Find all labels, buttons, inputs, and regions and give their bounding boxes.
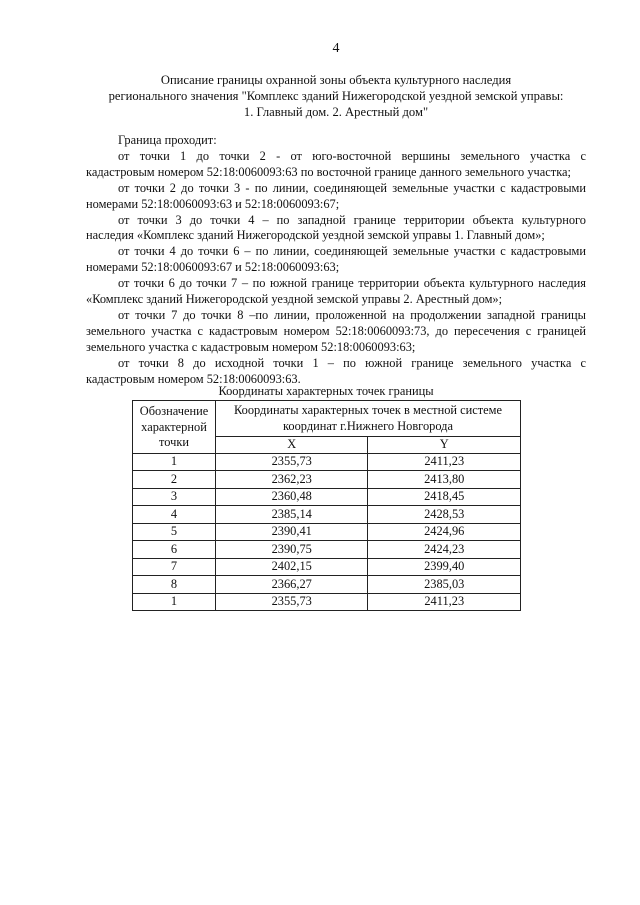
coordinates-table	[132, 400, 521, 611]
title-line: регионального значения "Комплекс зданий Нижегородской уездной земской управы:	[108, 89, 564, 103]
cell-x: 2362,23	[216, 471, 368, 489]
header-coords: Координаты характерных точек в местной системе координат г.Нижнего Новгорода	[216, 401, 521, 437]
paragraph	[86, 149, 586, 181]
paragraph	[86, 356, 586, 388]
text-line: от точки 6 до точки 7 – по южной границе территории объекта культурного наследия	[118, 276, 586, 291]
cell-y: 2411,23	[368, 593, 521, 611]
title-line: 1. Главный дом. 2. Арестный дом"	[243, 105, 429, 119]
text-line: от точки 3 до точки 4 – по западной границе территории объекта культурного	[118, 212, 586, 227]
table-row	[133, 506, 521, 524]
paragraph	[86, 244, 586, 276]
cell-y: 2424,96	[368, 523, 521, 541]
cell-y: 2418,45	[368, 488, 521, 506]
paragraph	[86, 276, 586, 308]
cell-x: 2366,27	[216, 576, 368, 594]
boundary-description	[86, 133, 586, 388]
table-row	[133, 488, 521, 506]
text-line: кадастровым номером 52:18:0060093:63.	[86, 371, 301, 386]
text-line: земельного участка с кадастровым номером 52:18:0060093:73, до пересечения с границей	[86, 323, 586, 338]
text-line: наследия «Комплекс зданий Нижегородской уездной земской управы 1. Главный дом»;	[86, 228, 545, 243]
cell-y: 2399,40	[368, 558, 521, 576]
text-line: от точки 2 до точки 3 - по линии, соединяющей земельные участки с кадастровыми	[118, 180, 586, 195]
cell-point: 1	[133, 453, 216, 471]
text-line: номерами 52:18:0060093:63 и 52:18:0060093:67;	[86, 196, 340, 211]
header-y: Y	[368, 437, 521, 454]
text-line: от точки 8 до исходной точки 1 – по южной границе земельного участка с	[118, 355, 586, 370]
table-caption: Координаты характерных точек границы	[218, 384, 434, 398]
cell-x: 2390,41	[216, 523, 368, 541]
title-line: Описание границы охранной зоны объекта культурного наследия	[160, 73, 512, 87]
cell-y: 2413,80	[368, 471, 521, 489]
cell-point: 7	[133, 558, 216, 576]
header-x: X	[216, 437, 368, 454]
cell-y: 2428,53	[368, 506, 521, 524]
text-line: «Комплекс зданий Нижегородской уездной земской управы 2. Арестный дом»;	[86, 292, 503, 307]
cell-y: 2385,03	[368, 576, 521, 594]
table-row	[133, 523, 521, 541]
table-row	[133, 453, 521, 471]
text-line: Граница проходит:	[118, 133, 217, 147]
text-line: номерами 52:18:0060093:67 и 52:18:0060093:63;	[86, 260, 340, 275]
text-line: кадастровым номером 52:18:0060093:63 по восточной границе данного земельного участка;	[86, 164, 571, 179]
cell-y: 2411,23	[368, 453, 521, 471]
paragraph	[86, 213, 586, 245]
page-number: 4	[332, 41, 340, 56]
paragraph	[86, 181, 586, 213]
cell-point: 5	[133, 523, 216, 541]
paragraph	[86, 308, 586, 356]
text-line: от точки 1 до точки 2 - от юго-восточной вершины земельного участка с	[118, 148, 586, 163]
document-title	[60, 72, 612, 120]
table-row	[133, 576, 521, 594]
cell-point: 8	[133, 576, 216, 594]
table-row	[133, 541, 521, 559]
header-point: Обозначение характерной точки	[133, 401, 216, 454]
table-row	[133, 471, 521, 489]
cell-y: 2424,23	[368, 541, 521, 559]
paragraph	[86, 133, 586, 149]
cell-point: 3	[133, 488, 216, 506]
cell-point: 4	[133, 506, 216, 524]
table-row	[133, 558, 521, 576]
cell-x: 2402,15	[216, 558, 368, 576]
cell-point: 1	[133, 593, 216, 611]
cell-point: 2	[133, 471, 216, 489]
cell-x: 2390,75	[216, 541, 368, 559]
cell-x: 2355,73	[216, 593, 368, 611]
cell-point: 6	[133, 541, 216, 559]
text-line: от точки 7 до точки 8 –по линии, проложенной на продолжении западной границы	[118, 307, 586, 322]
cell-x: 2385,14	[216, 506, 368, 524]
text-line: земельного участка с кадастровым номером 52:18:0060093:63;	[86, 339, 416, 354]
table-row	[133, 593, 521, 611]
cell-x: 2360,48	[216, 488, 368, 506]
text-line: от точки 4 до точки 6 – по линии, соединяющей земельные участки с кадастровыми	[118, 244, 586, 259]
cell-x: 2355,73	[216, 453, 368, 471]
